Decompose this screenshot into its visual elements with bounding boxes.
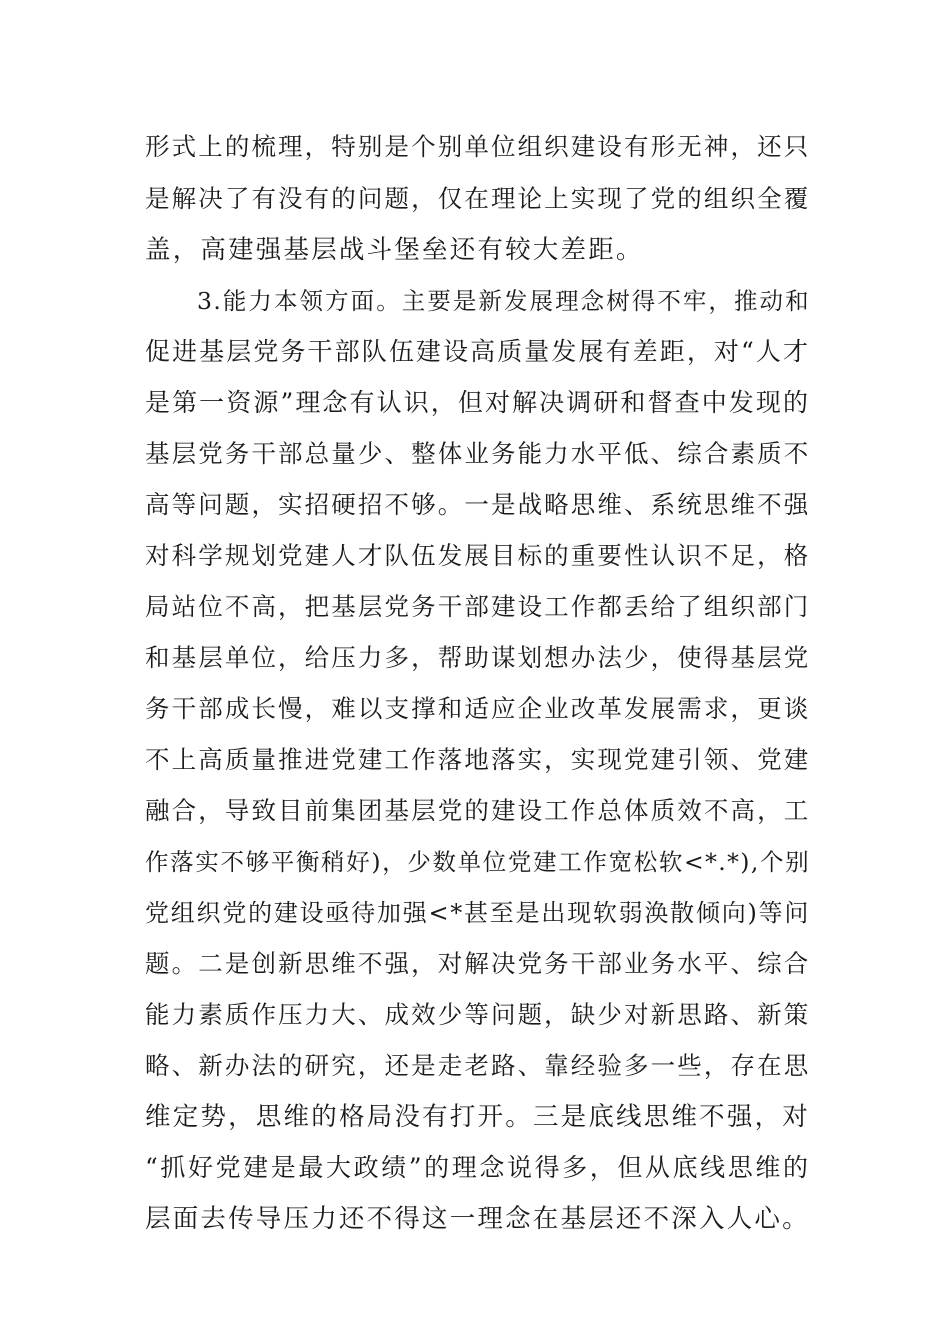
text-line: 基层党务干部总量少、整体业务能力水平低、综合素质不	[145, 439, 810, 468]
text-line: 高等问题，实招硬招不够。一是战略思维、系统思维不强	[145, 490, 810, 519]
text-line: 局站位不高，把基层党务干部建设工作都丢给了组织部门	[145, 592, 810, 621]
text-line: 盖，高建强基层战斗堡垒还有较大差距。	[145, 235, 644, 265]
text-line: 融合，导致目前集团基层党的建设工作总体质效不高，工	[145, 796, 810, 825]
text-line: 作落实不够平衡稍好)，少数单位党建工作宽松软<*.*),个别	[145, 848, 810, 876]
text-line: 不上高质量推进党建工作落地落实，实现党建引领、党建	[145, 745, 810, 774]
text-line: “抓好党建是最大政绩”的理念说得多，但从底线思维的	[145, 1153, 810, 1182]
text-line: 形式上的梳理，特别是个别单位组织建设有形无神，还只	[145, 132, 810, 161]
section-heading-line: 3.能力本领方面。主要是新发展理念树得不牢，推动和	[197, 287, 810, 315]
text-line: 能力素质作压力大、成效少等问题，缺少对新思路、新策	[145, 1000, 810, 1029]
text-line: 党组织党的建设亟待加强<*甚至是出现软弱涣散倾向)等问	[145, 899, 810, 927]
text-line: 略、新办法的研究，还是走老路、靠经验多一些，存在思	[145, 1051, 810, 1080]
text-line: 层面去传导压力还不得这一理念在基层还不深入人心。	[145, 1204, 810, 1234]
text-line: 对科学规划党建人才队伍发展目标的重要性认识不足，格	[145, 541, 810, 570]
text-line: 题。二是创新思维不强，对解决党务干部业务水平、综合	[145, 949, 810, 978]
text-line: 是第一资源”理念有认识，但对解决调研和督查中发现的	[145, 388, 810, 417]
text-line: 和基层单位，给压力多，帮助谋划想办法少，使得基层党	[145, 643, 810, 672]
text-line: 维定势，思维的格局没有打开。三是底线思维不强，对	[145, 1102, 810, 1132]
text-line: 促进基层党务干部队伍建设高质量发展有差距，对“人才	[145, 337, 810, 366]
text-line: 是解决了有没有的问题，仅在理论上实现了党的组织全覆	[145, 184, 810, 213]
text-line: 务干部成长慢，难以支撑和适应企业改革发展需求，更谈	[145, 694, 810, 723]
